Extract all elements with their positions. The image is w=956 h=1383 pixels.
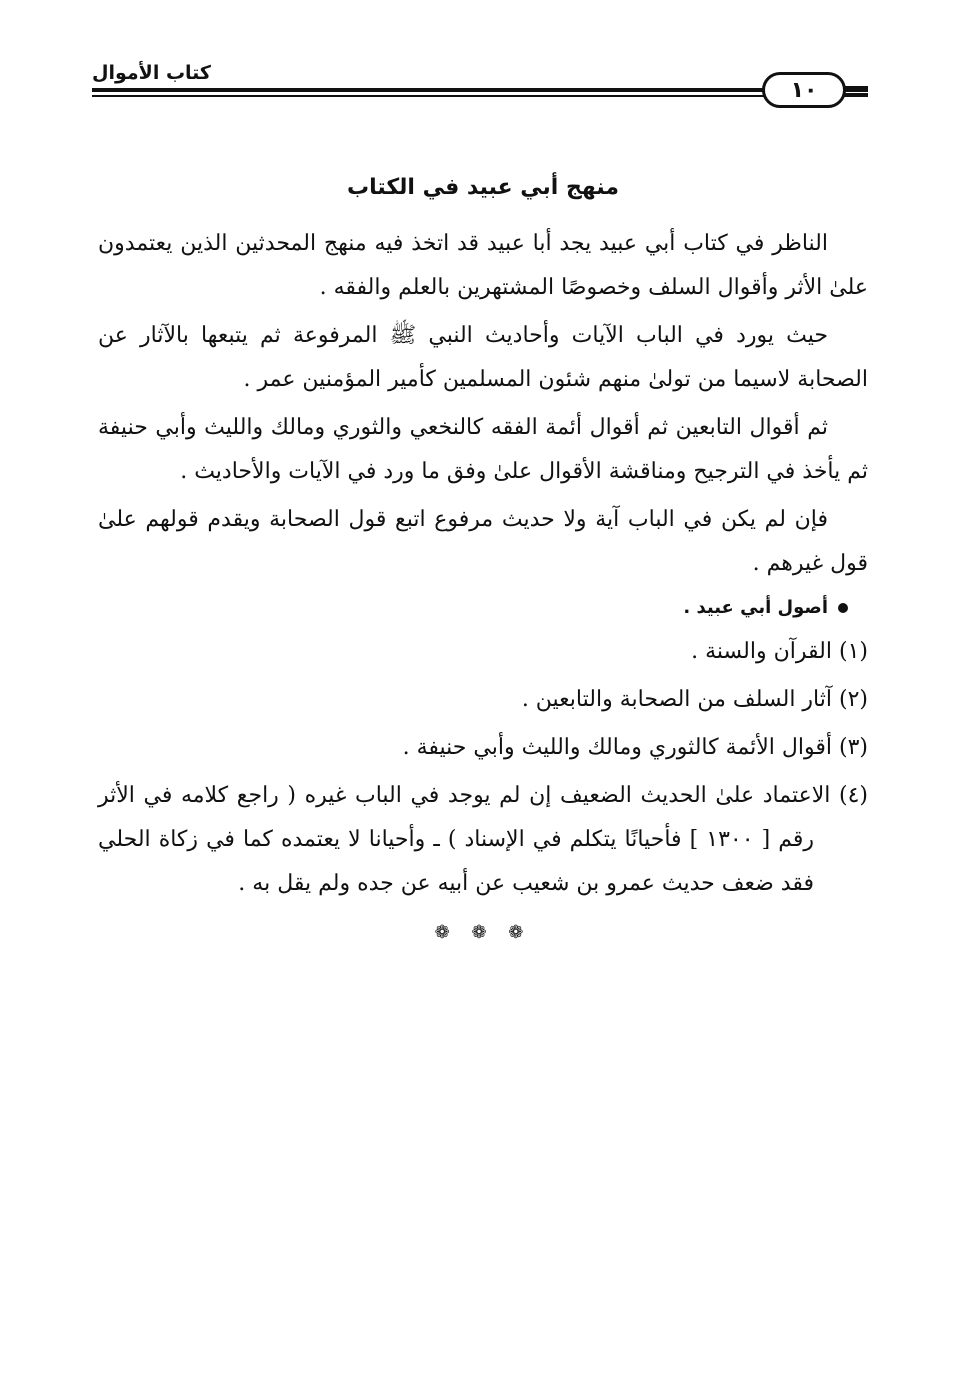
- list-item-text: القرآن والسنة .: [691, 639, 832, 664]
- principles-heading: [98, 590, 868, 626]
- page-content: [98, 170, 868, 943]
- list-item: [98, 630, 868, 674]
- page-header: [92, 62, 868, 112]
- section-title: منهج أبي عبيد في الكتاب: [347, 175, 619, 200]
- paragraph: حيث يورد في الباب الآيات وأحاديث النبي ﷺ المرفوعة ثم يتبعها بالآثار عن الصحابة لاسيما من تولىٰ منهم شئون المسلمين كأمير المؤمنين عمر .: [98, 323, 868, 392]
- list-item-number: (٢): [838, 687, 868, 712]
- header-rule-stub: [844, 86, 868, 90]
- section-end-ornament: ❁ ❁ ❁: [434, 922, 532, 943]
- page-number: ١٠: [790, 77, 818, 103]
- list-item-number: (١): [838, 639, 868, 664]
- list-item-text: الاعتماد علىٰ الحديث الضعيف إن لم يوجد في الباب غيره ( راجع كلامه في الأثر رقم [ ١٣٠٠ ] فأحيانًا يتكلم في الإسناد ) ـ وأحيانا لا يعتمده كما في زكاة الحلي فقد ضعف حديث عمرو بن شعيب عن أبيه عن جده ولم يقل به .: [98, 783, 831, 896]
- page-number-badge: [762, 72, 846, 108]
- list-item-number: (٤): [838, 783, 868, 808]
- principles-heading-text: أصول أبي عبيد .: [683, 597, 828, 618]
- list-item: [98, 774, 868, 906]
- list-item: [98, 678, 868, 722]
- paragraph: ثم أقوال التابعين ثم أقوال أئمة الفقه كالنخعي والثوري ومالك والليث وأبي حنيفة ثم يأخذ في الترجيح ومناقشة الأقوال علىٰ وفق ما ورد في الآيات والأحاديث .: [98, 415, 868, 484]
- list-item-number: (٣): [838, 735, 868, 760]
- list-item-text: أقوال الأئمة كالثوري ومالك والليث وأبي حنيفة .: [402, 735, 832, 760]
- running-title: كتاب الأموال: [92, 62, 211, 84]
- list-item-text: آثار السلف من الصحابة والتابعين .: [521, 687, 832, 712]
- header-rule-thin: [92, 95, 868, 97]
- principles-list: [98, 630, 868, 906]
- header-rule-thick: [92, 88, 868, 92]
- paragraph: الناظر في كتاب أبي عبيد يجد أبا عبيد قد اتخذ فيه منهج المحدثين الذين يعتمدون علىٰ الأثر وأقوال السلف وخصوصًا المشتهرين بالعلم والفقه .: [98, 231, 868, 300]
- header-rule-stub-thin: [844, 93, 868, 96]
- list-item: [98, 726, 868, 770]
- bullet-icon: [838, 603, 848, 613]
- paragraph: فإن لم يكن في الباب آية ولا حديث مرفوع اتبع قول الصحابة ويقدم قولهم علىٰ قول غيرهم .: [98, 507, 868, 576]
